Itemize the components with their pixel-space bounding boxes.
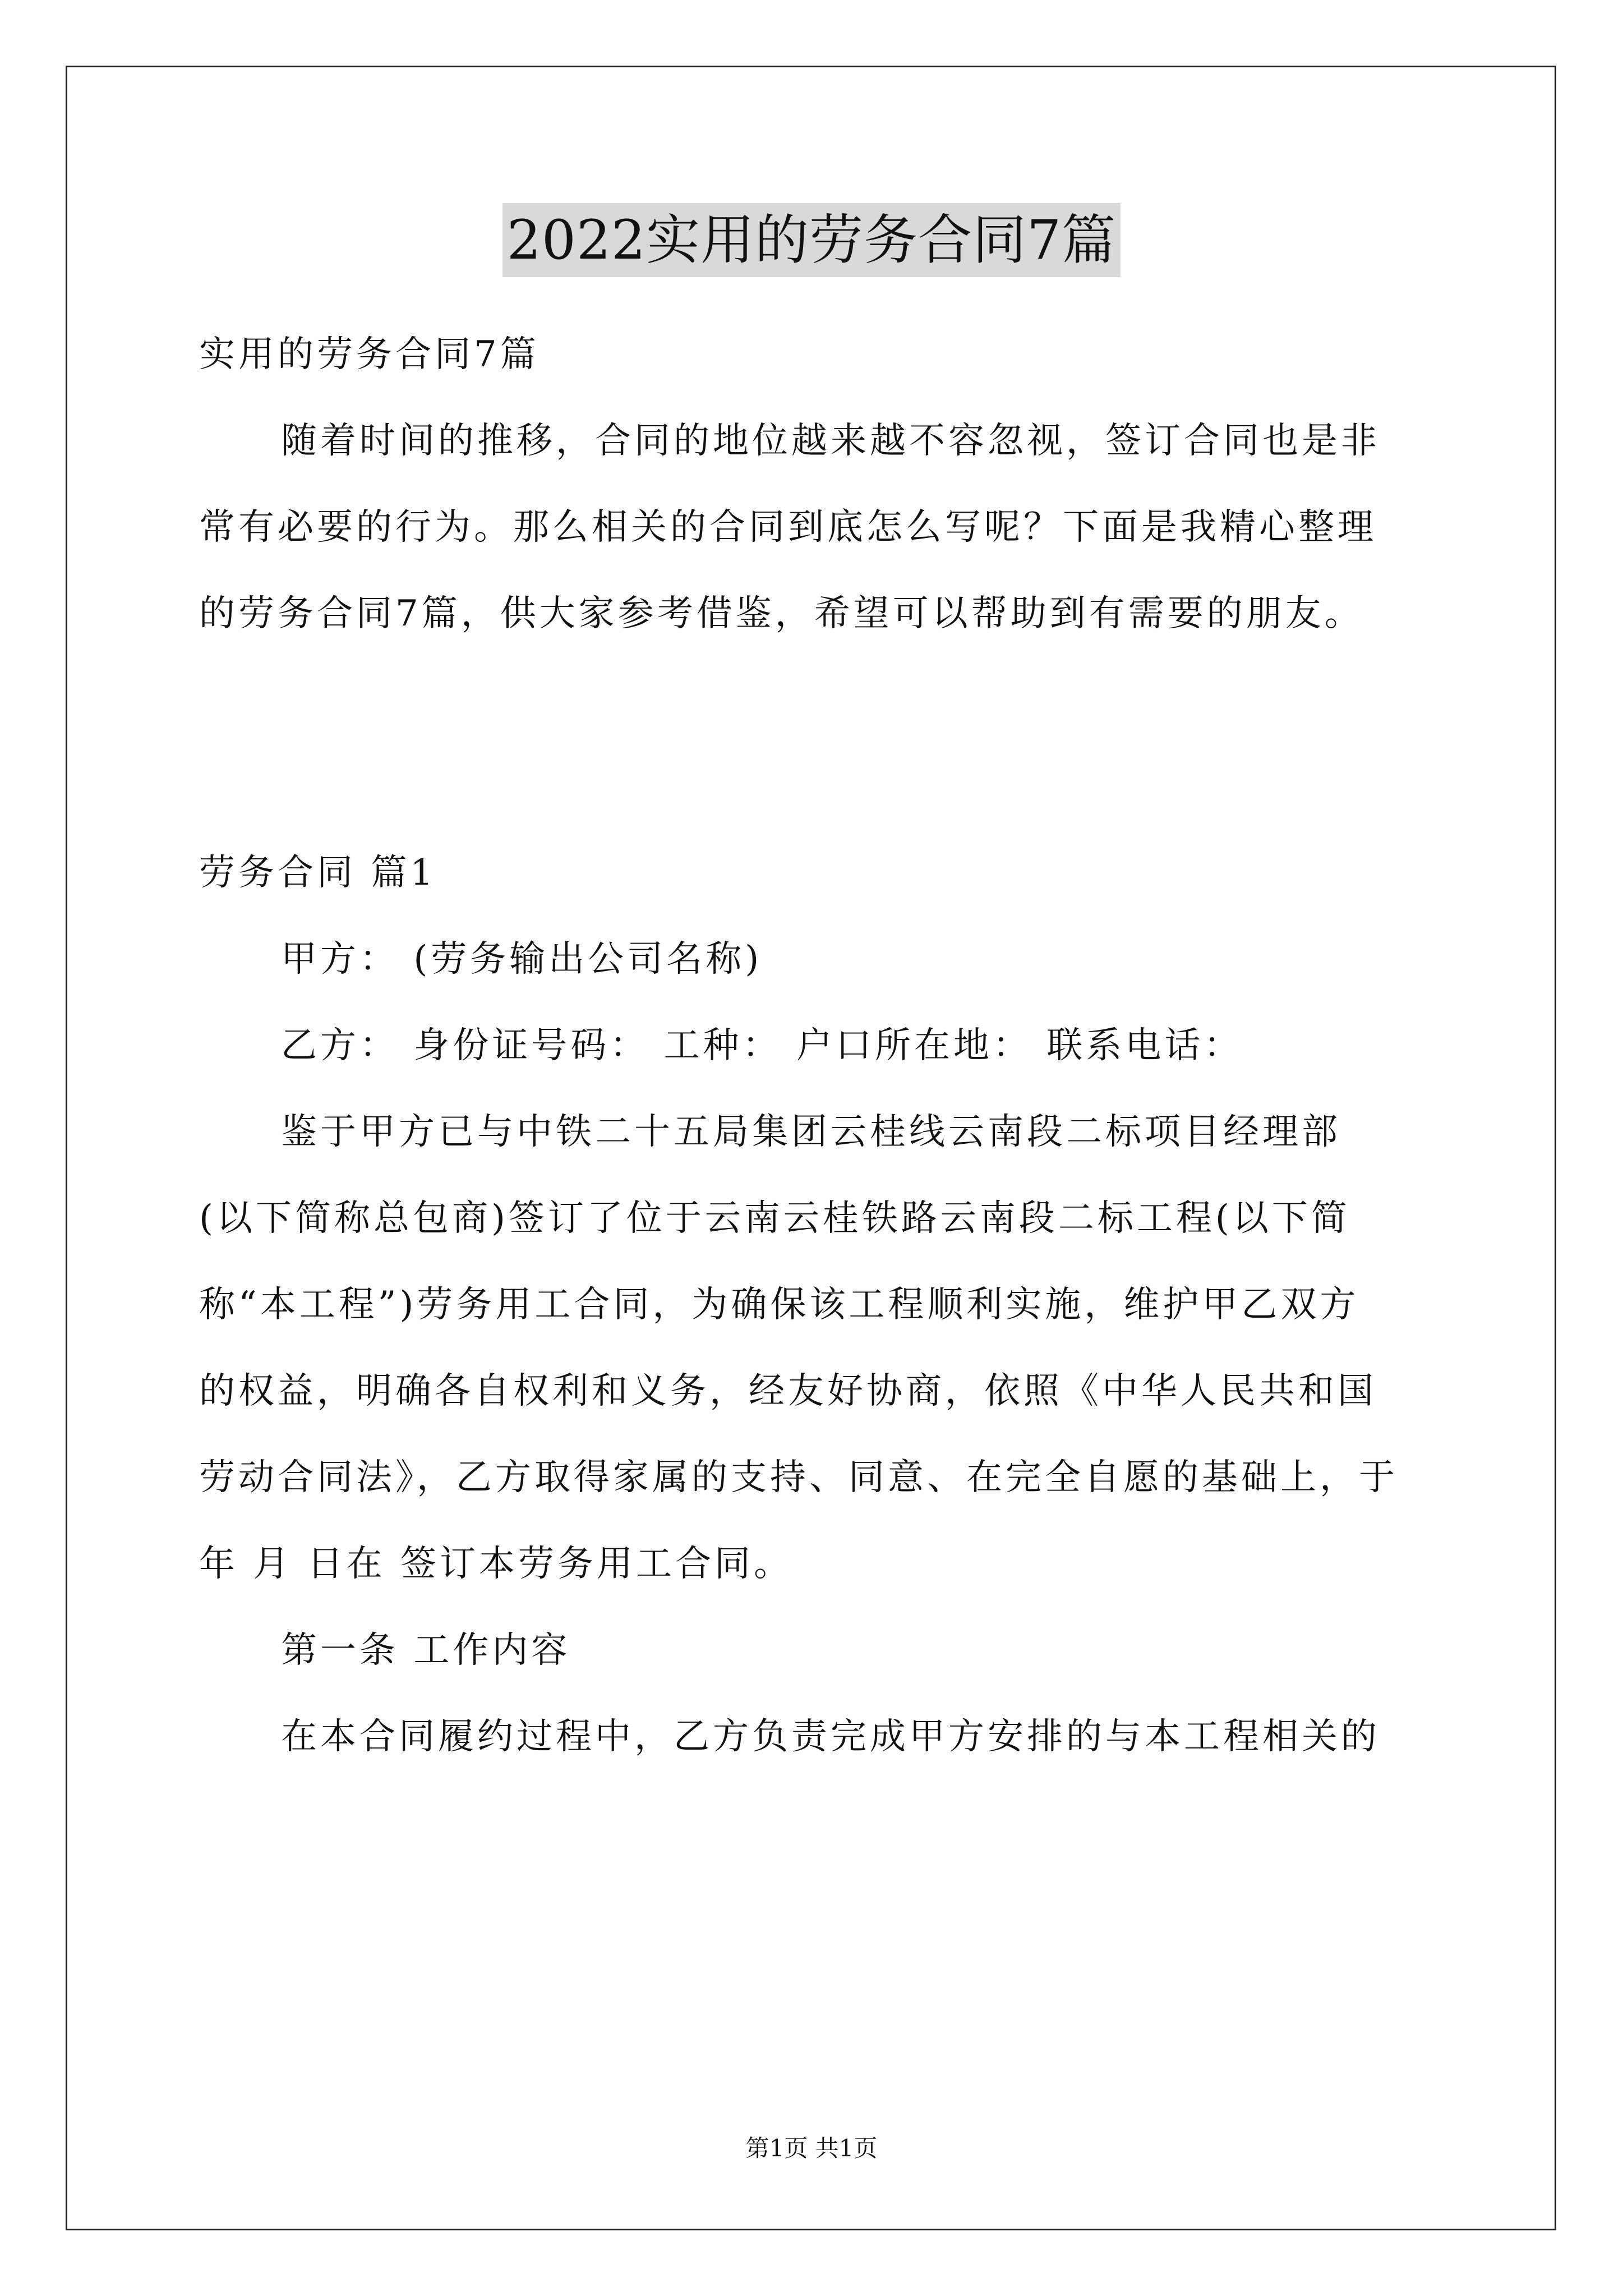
- preamble-line-5: 劳动合同法》，乙方取得家属的支持、同意、在完全自愿的基础上，于: [199, 1457, 1398, 1498]
- section-heading: 劳务合同 篇1: [199, 852, 437, 894]
- article-1-line-1: 在本合同履约过程中，乙方负责完成甲方安排的与本工程相关的: [281, 1716, 1380, 1757]
- page-footer: 第1页 共1页: [745, 2134, 878, 2162]
- intro-line-1: 随着时间的推移，合同的地位越来越不容忽视，签订合同也是非: [281, 420, 1380, 462]
- preamble-line-6: 年 月 日在 签订本劳务用工合同。: [199, 1543, 794, 1585]
- party-a-line: 甲方： (劳务输出公司名称): [281, 938, 763, 980]
- preamble-line-3: 称“本工程”)劳务用工合同，为确保该工程顺利实施，维护甲乙双方: [199, 1284, 1359, 1326]
- preamble-line-4: 的权益，明确各自权利和义务，经友好协商，依照《中华人民共和国: [199, 1370, 1377, 1412]
- article-1-heading: 第一条 工作内容: [281, 1630, 571, 1671]
- subtitle-line: 实用的劳务合同7篇: [199, 334, 540, 375]
- document-title: [0, 203, 1623, 277]
- document-title-text: 2022实用的劳务合同7篇: [502, 203, 1121, 277]
- preamble-line-1: 鉴于甲方已与中铁二十五局集团云桂线云南段二标项目经理部: [281, 1111, 1341, 1153]
- intro-line-2: 常有必要的行为。那么相关的合同到底怎么写呢？下面是我精心整理: [199, 507, 1377, 548]
- party-b-line: 乙方： 身份证号码： 工种： 户口所在地： 联系电话：: [281, 1025, 1243, 1066]
- intro-line-3: 的劳务合同7篇，供大家参考借鉴，希望可以帮助到有需要的朋友。: [199, 593, 1364, 634]
- preamble-line-2: (以下简称总包商)签订了位于云南云桂铁路云南段二标工程(以下简: [199, 1198, 1350, 1239]
